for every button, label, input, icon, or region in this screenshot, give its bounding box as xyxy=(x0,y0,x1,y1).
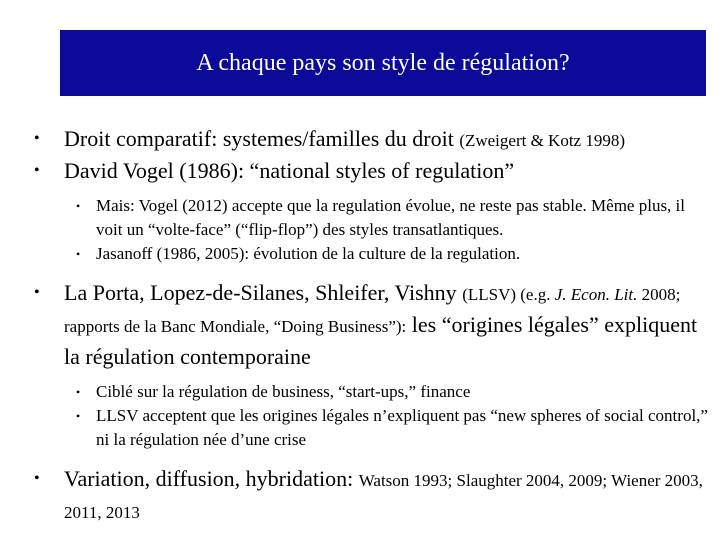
sub-bullet-icon: • xyxy=(76,247,81,261)
sub-bullet-text: LLSV acceptent que les origines légales n’expliquent pas “new spheres of social control,” ni la régulation née d’une crise xyxy=(96,406,708,449)
bullet-icon: • xyxy=(34,284,40,301)
sub-bullet-icon: • xyxy=(76,385,81,399)
journal-name: J. Econ. Lit. xyxy=(554,285,638,304)
bullet-text: Droit comparatif: systemes/familles du droit xyxy=(64,126,460,151)
sub-bullet-icon: • xyxy=(76,199,81,213)
bullet-text: les “origines légales” expliquent la régulation contemporaine xyxy=(64,312,698,369)
bullet-text: La Porta, Lopez-de-Silanes, Shleifer, Vishny xyxy=(64,280,463,305)
bullet-droit-comparatif xyxy=(30,124,710,156)
bullet-text: Variation, diffusion, hybridation: xyxy=(64,466,359,491)
bullet-icon: • xyxy=(34,470,40,487)
bullet-llsv xyxy=(30,278,710,372)
bullet-text: David Vogel (1986): “national styles of regulation” xyxy=(64,158,515,183)
sub-bullet-business xyxy=(30,380,710,404)
sub-bullet-text: Mais: Vogel (2012) accepte que la regulation évolue, ne reste pas stable. Même plus, il voit un “volte-face” (“flip-flop”) des styles transatlantiques. xyxy=(96,196,686,239)
bullet-vogel xyxy=(30,156,710,186)
citation-text: 2008; rapports de la Banc Mondiale, “Doing Business”): xyxy=(64,285,681,336)
bullet-icon: • xyxy=(34,162,40,179)
sub-bullet-social-control xyxy=(30,404,710,452)
title-banner xyxy=(60,30,706,96)
bullet-list xyxy=(30,124,710,528)
sub-bullet-jasanoff xyxy=(30,242,710,266)
citation-text: (LLSV) (e.g. xyxy=(462,285,555,304)
slide-title: A chaque pays son style de régulation? xyxy=(196,49,570,76)
sub-bullet-icon: • xyxy=(76,409,81,423)
sub-bullet-text: Ciblé sur la régulation de business, “start-ups,” finance xyxy=(96,382,471,401)
citation-text: Watson 1993; Slaughter 2004, 2009; Wiener 2003, 2011, 2013 xyxy=(64,471,703,522)
sub-bullet-vogel-2012 xyxy=(30,194,710,242)
bullet-variation xyxy=(30,464,710,528)
sub-bullet-text: Jasanoff (1986, 2005): évolution de la culture de la regulation. xyxy=(96,244,521,263)
citation-text: (Zweigert & Kotz 1998) xyxy=(459,131,626,150)
bullet-icon: • xyxy=(34,130,40,147)
